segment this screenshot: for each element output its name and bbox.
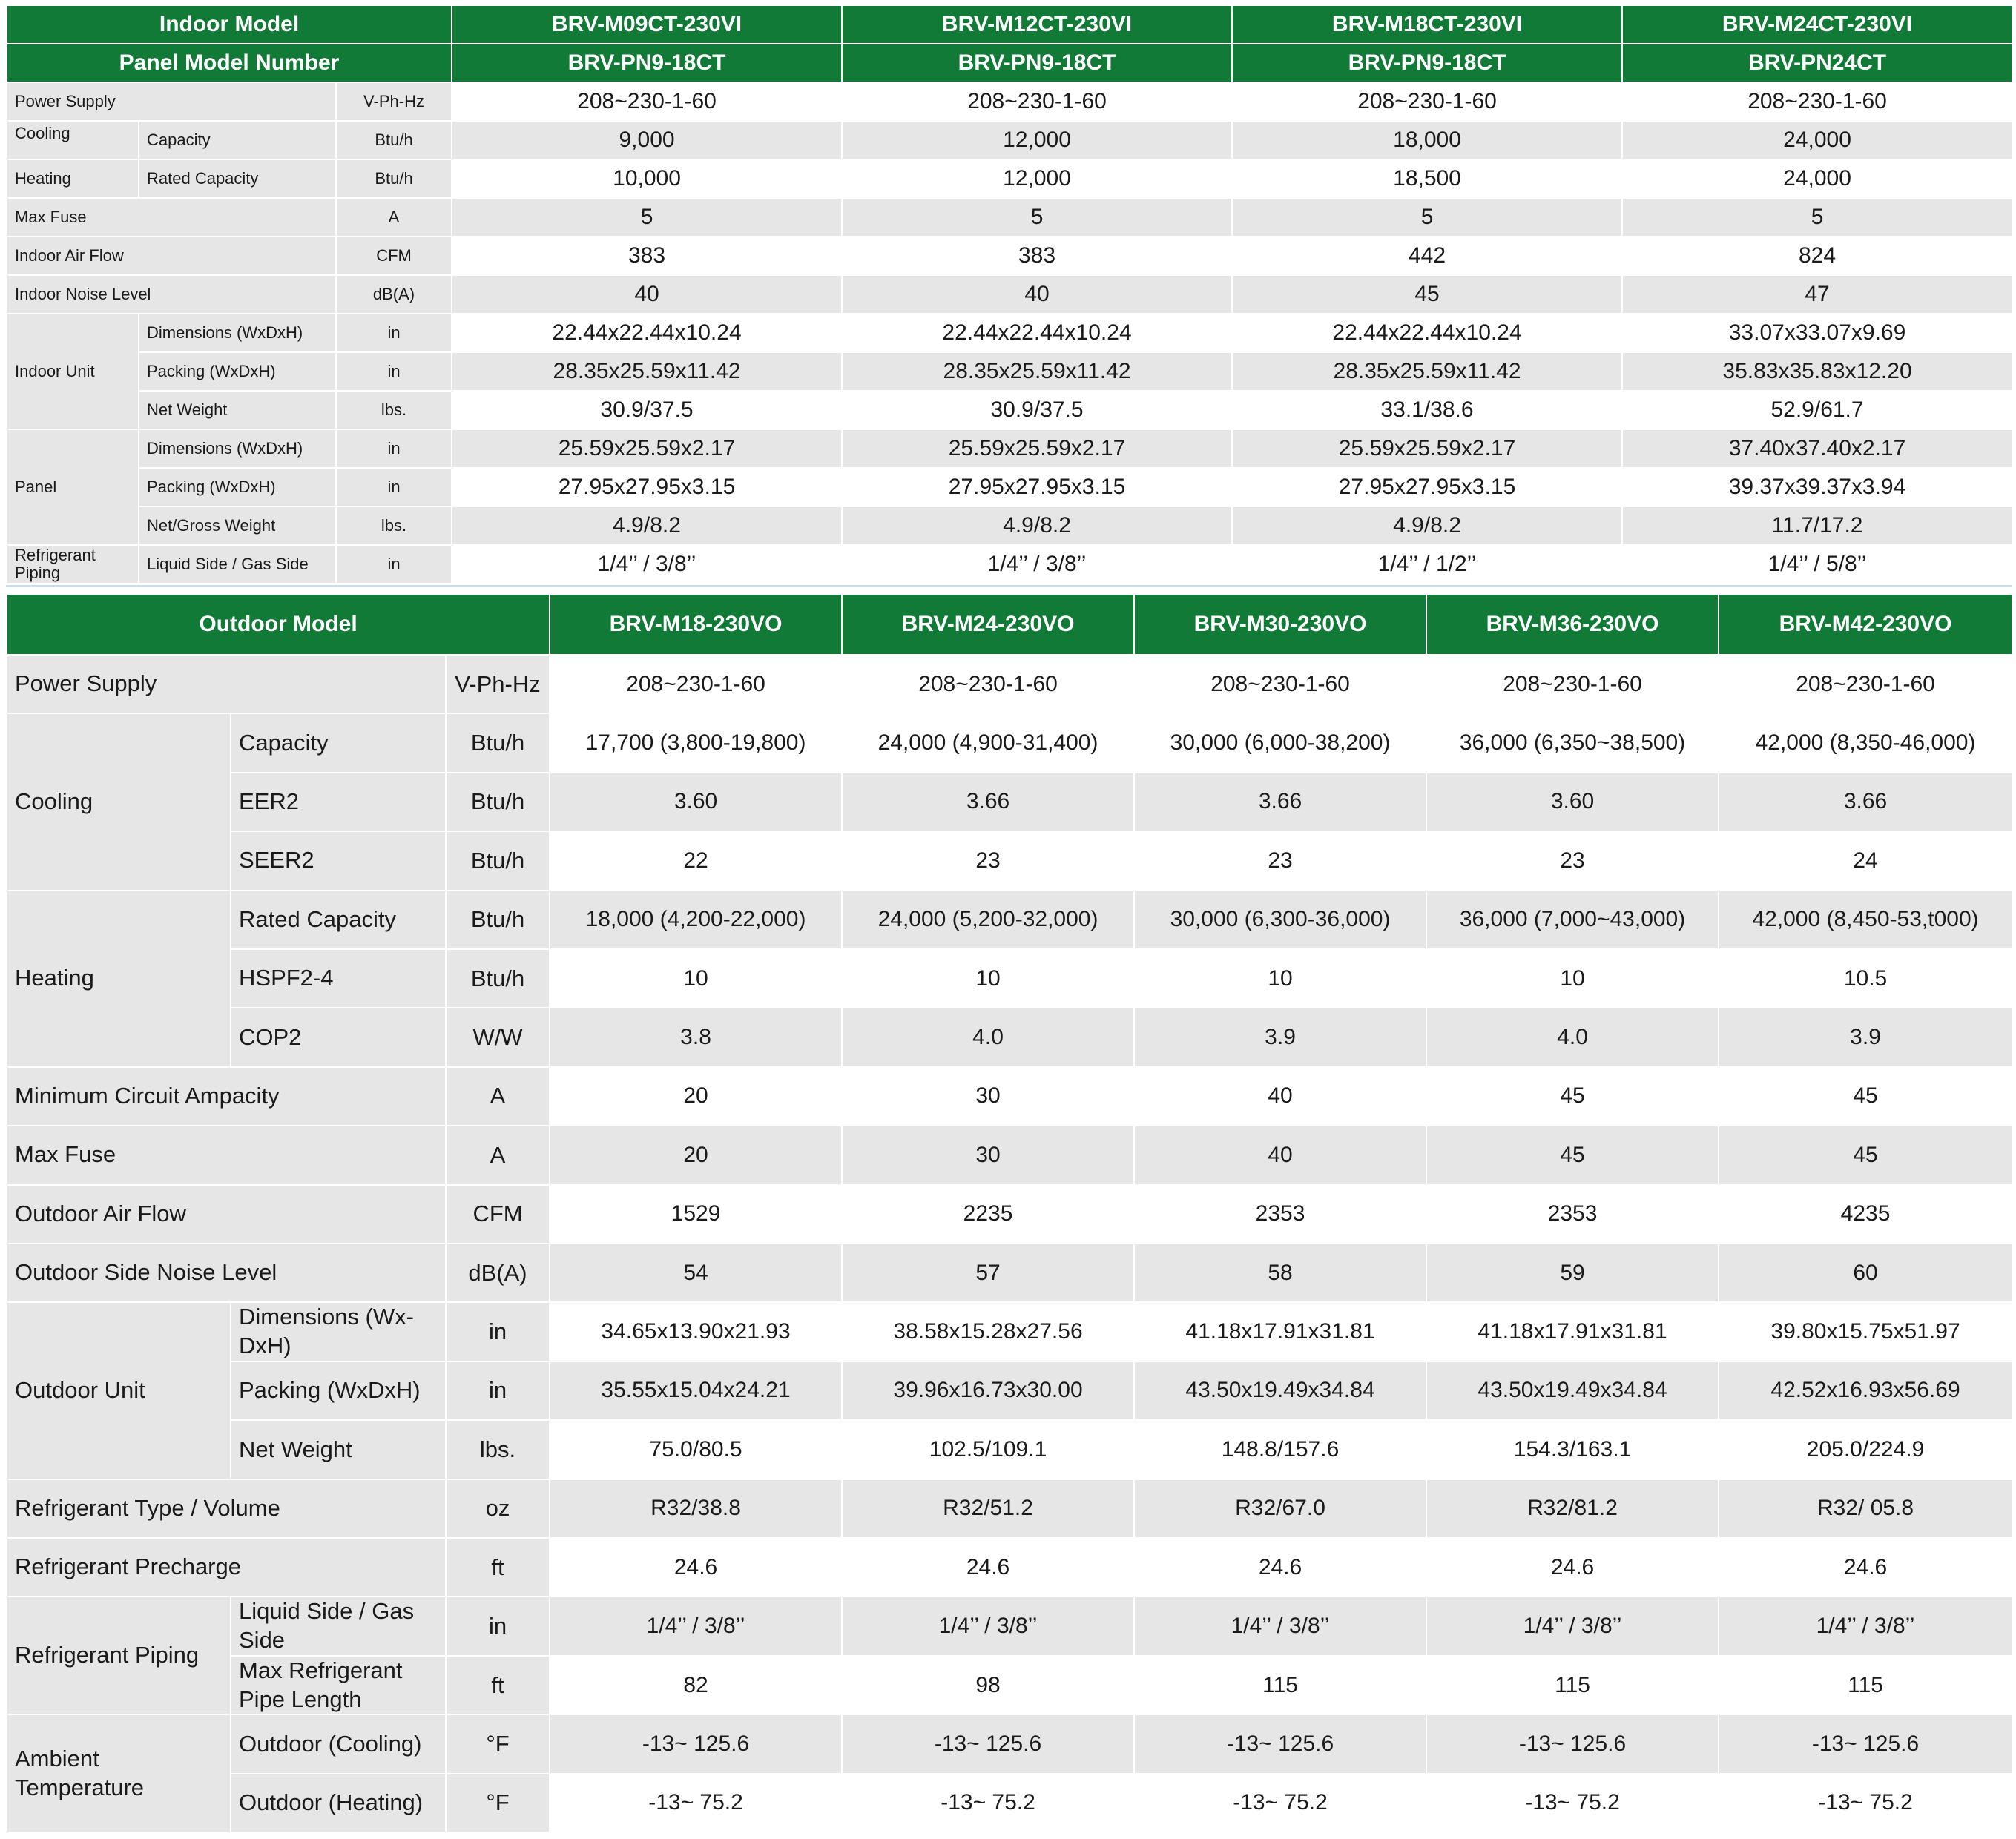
table-row <box>7 1538 2012 1597</box>
spec-unit: A <box>446 1067 550 1126</box>
spec-unit: in <box>336 545 452 584</box>
spec-unit: Btu/h <box>446 713 550 772</box>
spec-label: COP2 <box>231 1008 446 1066</box>
spec-label: Rated Capacity <box>231 891 446 949</box>
spec-value: 115 <box>1719 1656 2012 1715</box>
spec-value: 28.35x25.59x11.42 <box>1232 352 1622 391</box>
table-row <box>7 1302 2012 1361</box>
spec-value: 24,000 (4,900-31,400) <box>842 713 1134 772</box>
spec-value: 22.44x22.44x10.24 <box>1232 314 1622 352</box>
table-row <box>7 159 2012 198</box>
spec-value: 20 <box>550 1126 842 1184</box>
spec-value: 10,000 <box>452 159 842 198</box>
spec-value: 41.18x17.91x31.81 <box>1134 1302 1426 1361</box>
spec-value: -13~ 75.2 <box>1719 1774 2012 1832</box>
spec-value: R32/81.2 <box>1426 1479 1719 1538</box>
spec-value: 18,000 (4,200-22,000) <box>550 891 842 949</box>
spec-value: 208~230-1-60 <box>1426 655 1719 713</box>
spec-value: 115 <box>1134 1656 1426 1715</box>
spec-label: Max Refrigerant Pipe Length <box>231 1656 446 1715</box>
spec-label: SEER2 <box>231 831 446 890</box>
spec-label: EER2 <box>231 773 446 831</box>
spec-value: 40 <box>452 275 842 314</box>
spec-unit: ft <box>446 1656 550 1715</box>
table-row <box>7 1479 2012 1538</box>
spec-unit: W/W <box>446 1008 550 1066</box>
spec-value: 24,000 <box>1622 121 2012 159</box>
spec-label: Packing (WxDxH) <box>139 468 336 506</box>
spec-label: Indoor Noise Level <box>7 275 336 314</box>
spec-unit: Btu/h <box>446 891 550 949</box>
spec-value: 3.60 <box>1426 773 1719 831</box>
table-row <box>7 121 2012 159</box>
spec-value: 4.0 <box>1426 1008 1719 1066</box>
spec-value: -13~ 75.2 <box>1426 1774 1719 1832</box>
spec-value: 35.55x15.04x24.21 <box>550 1361 842 1420</box>
spec-label: Outdoor Air Flow <box>7 1185 446 1244</box>
table-row <box>7 1008 2012 1066</box>
outdoor-model-header: Outdoor Model <box>7 594 550 655</box>
spec-unit: Btu/h <box>336 159 452 198</box>
spec-value: 30.9/37.5 <box>452 391 842 429</box>
spec-value: 24.6 <box>1719 1538 2012 1597</box>
spec-value: 36,000 (7,000~43,000) <box>1426 891 1719 949</box>
spec-value: 25.59x25.59x2.17 <box>452 429 842 468</box>
panel-model-name: BRV-PN9-18CT <box>842 44 1232 82</box>
spec-value: 208~230-1-60 <box>842 82 1232 121</box>
spec-label: Net/Gross Weight <box>139 506 336 545</box>
spec-unit: A <box>336 198 452 237</box>
spec-unit: Btu/h <box>446 773 550 831</box>
table-row <box>7 1361 2012 1420</box>
spec-value: 47 <box>1622 275 2012 314</box>
spec-value: 4.9/8.2 <box>842 506 1232 545</box>
table-row <box>7 1420 2012 1479</box>
outdoor-model-name: BRV-M24-230VO <box>842 594 1134 655</box>
spec-value: 11.7/17.2 <box>1622 506 2012 545</box>
spec-value: 115 <box>1426 1656 1719 1715</box>
spec-unit: in <box>446 1361 550 1420</box>
spec-value: 5 <box>842 198 1232 237</box>
spec-value: 208~230-1-60 <box>1719 655 2012 713</box>
spec-value: 45 <box>1426 1067 1719 1126</box>
table-row <box>7 1656 2012 1715</box>
spec-unit: oz <box>446 1479 550 1538</box>
table-row <box>7 1067 2012 1126</box>
spec-unit: dB(A) <box>446 1244 550 1302</box>
spec-value: 33.1/38.6 <box>1232 391 1622 429</box>
table-row <box>7 1126 2012 1184</box>
spec-label: Minimum Circuit Ampacity <box>7 1067 446 1126</box>
spec-value: 2235 <box>842 1185 1134 1244</box>
spec-value: 1/4’’ / 3/8’’ <box>1134 1597 1426 1656</box>
table-row <box>7 468 2012 506</box>
spec-value: 82 <box>550 1656 842 1715</box>
spec-value: 18,500 <box>1232 159 1622 198</box>
spec-value: 39.80x15.75x51.97 <box>1719 1302 2012 1361</box>
spec-value: 30,000 (6,300-36,000) <box>1134 891 1426 949</box>
spec-label: Packing (WxDxH) <box>139 352 336 391</box>
spec-value: 2353 <box>1134 1185 1426 1244</box>
spec-unit: Btu/h <box>446 831 550 890</box>
spec-value: 57 <box>842 1244 1134 1302</box>
spec-value: 18,000 <box>1232 121 1622 159</box>
spec-label: Dimensions (Wx-DxH) <box>231 1302 446 1361</box>
spec-value: 5 <box>1622 198 2012 237</box>
spec-value: 25.59x25.59x2.17 <box>1232 429 1622 468</box>
spec-label: Power Supply <box>7 655 446 713</box>
spec-value: 27.95x27.95x3.15 <box>1232 468 1622 506</box>
table-row <box>7 1774 2012 1832</box>
table-row <box>7 1597 2012 1656</box>
spec-value: 208~230-1-60 <box>1232 82 1622 121</box>
group-label-cooling: Cooling <box>7 713 231 890</box>
spec-value: 10 <box>550 949 842 1008</box>
spec-label: Liquid Side / Gas Side <box>231 1597 446 1656</box>
spec-value: 1/4’’ / 3/8’’ <box>1426 1597 1719 1656</box>
spec-value: 1529 <box>550 1185 842 1244</box>
spec-label: Liquid Side / Gas Side <box>139 545 336 584</box>
spec-value: 383 <box>452 237 842 275</box>
spec-value: 59 <box>1426 1244 1719 1302</box>
spec-value: 1/4’’ / 3/8’’ <box>1719 1597 2012 1656</box>
spec-value: 40 <box>842 275 1232 314</box>
spec-value: 22.44x22.44x10.24 <box>452 314 842 352</box>
spec-value: 4.0 <box>842 1008 1134 1066</box>
indoor-model-name: BRV-M18CT-230VI <box>1232 5 1622 44</box>
spec-label: Max Fuse <box>7 198 336 237</box>
table-row <box>7 831 2012 890</box>
panel-model-header: Panel Model Number <box>7 44 452 82</box>
spec-value: 23 <box>1134 831 1426 890</box>
table-row <box>7 891 2012 949</box>
indoor-spec-table <box>6 4 2013 584</box>
spec-value: -13~ 125.6 <box>1719 1714 2012 1773</box>
spec-label: Power Supply <box>7 82 336 121</box>
spec-value: 52.9/61.7 <box>1622 391 2012 429</box>
spec-value: 24 <box>1719 831 2012 890</box>
spec-value: 23 <box>1426 831 1719 890</box>
spec-value: 28.35x25.59x11.42 <box>842 352 1232 391</box>
spec-value: 23 <box>842 831 1134 890</box>
spec-unit: A <box>446 1126 550 1184</box>
spec-value: 22 <box>550 831 842 890</box>
group-label-refrigerant-piping: Refrigerant Piping <box>7 1597 231 1714</box>
spec-value: 27.95x27.95x3.15 <box>452 468 842 506</box>
spec-value: 12,000 <box>842 159 1232 198</box>
spec-value: 30 <box>842 1067 1134 1126</box>
table-row <box>7 391 2012 429</box>
spec-label: Refrigerant Precharge <box>7 1538 446 1597</box>
table-row <box>7 713 2012 772</box>
spec-value: 383 <box>842 237 1232 275</box>
spec-value: R32/51.2 <box>842 1479 1134 1538</box>
spec-value: 60 <box>1719 1244 2012 1302</box>
spec-label: Dimensions (WxDxH) <box>139 429 336 468</box>
spec-value: 10 <box>842 949 1134 1008</box>
spec-value: 58 <box>1134 1244 1426 1302</box>
spec-value: 42,000 (8,350-46,000) <box>1719 713 2012 772</box>
panel-model-header-row <box>7 44 2012 82</box>
spec-unit: °F <box>446 1714 550 1773</box>
spec-value: 154.3/163.1 <box>1426 1420 1719 1479</box>
spec-value: 3.66 <box>1134 773 1426 831</box>
table-row <box>7 773 2012 831</box>
outdoor-model-name: BRV-M42-230VO <box>1719 594 2012 655</box>
spec-unit: lbs. <box>446 1420 550 1479</box>
spec-unit: V-Ph-Hz <box>336 82 452 121</box>
spec-value: 3.66 <box>1719 773 2012 831</box>
spec-unit: CFM <box>336 237 452 275</box>
spec-unit: ft <box>446 1538 550 1597</box>
table-row <box>7 1714 2012 1773</box>
spec-value: 38.58x15.28x27.56 <box>842 1302 1134 1361</box>
spec-unit: Btu/h <box>446 949 550 1008</box>
spec-value: 98 <box>842 1656 1134 1715</box>
spec-unit: in <box>336 468 452 506</box>
spec-unit: Btu/h <box>336 121 452 159</box>
spec-value: 442 <box>1232 237 1622 275</box>
spec-label: Outdoor (Heating) <box>231 1774 446 1832</box>
table-row <box>7 1185 2012 1244</box>
spec-value: 17,700 (3,800-19,800) <box>550 713 842 772</box>
spec-value: -13~ 125.6 <box>550 1714 842 1773</box>
spec-value: 34.65x13.90x21.93 <box>550 1302 842 1361</box>
spec-value: -13~ 75.2 <box>842 1774 1134 1832</box>
panel-model-name: BRV-PN24CT <box>1622 44 2012 82</box>
spec-value: 30.9/37.5 <box>842 391 1232 429</box>
table-row <box>7 545 2012 584</box>
spec-value: 39.96x16.73x30.00 <box>842 1361 1134 1420</box>
spec-label: Capacity <box>231 713 446 772</box>
spec-value: 208~230-1-60 <box>1134 655 1426 713</box>
spec-unit: CFM <box>446 1185 550 1244</box>
spec-value: -13~ 125.6 <box>1426 1714 1719 1773</box>
spec-value: 208~230-1-60 <box>842 655 1134 713</box>
spec-value: -13~ 75.2 <box>1134 1774 1426 1832</box>
spec-value: 5 <box>1232 198 1622 237</box>
spec-value: 30,000 (6,000-38,200) <box>1134 713 1426 772</box>
outdoor-spec-table <box>6 593 2013 1833</box>
spec-value: 37.40x37.40x2.17 <box>1622 429 2012 468</box>
spec-value: 1/4’’ / 3/8’’ <box>842 1597 1134 1656</box>
spec-value: 24.6 <box>1426 1538 1719 1597</box>
spec-value: 54 <box>550 1244 842 1302</box>
spec-unit: in <box>336 429 452 468</box>
spec-value: 10 <box>1426 949 1719 1008</box>
table-row <box>7 352 2012 391</box>
spec-value: 3.8 <box>550 1008 842 1066</box>
spec-value: 45 <box>1719 1126 2012 1184</box>
group-label-heating: Heating <box>7 159 139 198</box>
spec-value: 1/4’’ / 3/8’’ <box>550 1597 842 1656</box>
spec-label: Packing (WxDxH) <box>231 1361 446 1420</box>
spec-value: 1/4’’ / 3/8’’ <box>452 545 842 584</box>
spec-value: -13~ 125.6 <box>842 1714 1134 1773</box>
spec-value: 1/4’’ / 3/8’’ <box>842 545 1232 584</box>
indoor-model-header: Indoor Model <box>7 5 452 44</box>
spec-value: 102.5/109.1 <box>842 1420 1134 1479</box>
spec-unit: dB(A) <box>336 275 452 314</box>
spec-value: 39.37x39.37x3.94 <box>1622 468 2012 506</box>
spec-value: 2353 <box>1426 1185 1719 1244</box>
spec-unit: lbs. <box>336 391 452 429</box>
spec-value: 3.60 <box>550 773 842 831</box>
table-row <box>7 429 2012 468</box>
group-label-cooling: Cooling <box>7 121 139 159</box>
spec-unit: °F <box>446 1774 550 1832</box>
spec-unit: in <box>336 352 452 391</box>
spec-label: Rated Capacity <box>139 159 336 198</box>
spec-value: 10.5 <box>1719 949 2012 1008</box>
table-row <box>7 198 2012 237</box>
spec-value: 4.9/8.2 <box>452 506 842 545</box>
table-row <box>7 1244 2012 1302</box>
spec-value: 75.0/80.5 <box>550 1420 842 1479</box>
spec-value: 33.07x33.07x9.69 <box>1622 314 2012 352</box>
spec-label: Refrigerant Type / Volume <box>7 1479 446 1538</box>
spec-value: 22.44x22.44x10.24 <box>842 314 1232 352</box>
spec-value: 12,000 <box>842 121 1232 159</box>
spec-label: Net Weight <box>139 391 336 429</box>
spec-value: 1/4’’ / 5/8’’ <box>1622 545 2012 584</box>
spec-unit: in <box>446 1597 550 1656</box>
spec-value: 43.50x19.49x34.84 <box>1426 1361 1719 1420</box>
spec-label: Capacity <box>139 121 336 159</box>
spec-value: 3.9 <box>1134 1008 1426 1066</box>
table-row <box>7 314 2012 352</box>
spec-value: 4.9/8.2 <box>1232 506 1622 545</box>
group-label-indoor-unit: Indoor Unit <box>7 314 139 429</box>
spec-value: -13~ 125.6 <box>1134 1714 1426 1773</box>
spec-value: 824 <box>1622 237 2012 275</box>
group-label-refrigerant-piping: Refrigerant Piping <box>7 545 139 584</box>
spec-value: 25.59x25.59x2.17 <box>842 429 1232 468</box>
spec-value: R32/ 05.8 <box>1719 1479 2012 1538</box>
spec-value: 3.66 <box>842 773 1134 831</box>
table-row <box>7 506 2012 545</box>
spec-unit: in <box>446 1302 550 1361</box>
spec-value: 24.6 <box>842 1538 1134 1597</box>
spec-value: 208~230-1-60 <box>452 82 842 121</box>
spec-label: Net Weight <box>231 1420 446 1479</box>
outdoor-model-name: BRV-M30-230VO <box>1134 594 1426 655</box>
spec-label: Dimensions (WxDxH) <box>139 314 336 352</box>
spec-label: Outdoor Side Noise Level <box>7 1244 446 1302</box>
spec-unit: in <box>336 314 452 352</box>
group-label-panel: Panel <box>7 429 139 545</box>
spec-value: 42,000 (8,450-53,t000) <box>1719 891 2012 949</box>
table-row <box>7 82 2012 121</box>
indoor-model-header-row <box>7 5 2012 44</box>
spec-value: 9,000 <box>452 121 842 159</box>
spec-value: -13~ 75.2 <box>550 1774 842 1832</box>
spec-value: 30 <box>842 1126 1134 1184</box>
spec-value: 45 <box>1719 1067 2012 1126</box>
spec-unit: V-Ph-Hz <box>446 655 550 713</box>
spec-value: 10 <box>1134 949 1426 1008</box>
table-row <box>7 655 2012 713</box>
spec-value: 40 <box>1134 1067 1426 1126</box>
panel-model-name: BRV-PN9-18CT <box>1232 44 1622 82</box>
spec-value: 20 <box>550 1067 842 1126</box>
table-row <box>7 275 2012 314</box>
panel-model-name: BRV-PN9-18CT <box>452 44 842 82</box>
table-row <box>7 237 2012 275</box>
spec-value: 42.52x16.93x56.69 <box>1719 1361 2012 1420</box>
spec-value: 5 <box>452 198 842 237</box>
spec-value: 24.6 <box>1134 1538 1426 1597</box>
spec-value: 40 <box>1134 1126 1426 1184</box>
spec-value: R32/67.0 <box>1134 1479 1426 1538</box>
spec-label: Indoor Air Flow <box>7 237 336 275</box>
spec-value: 45 <box>1426 1126 1719 1184</box>
table-divider <box>6 585 2012 587</box>
spec-value: 41.18x17.91x31.81 <box>1426 1302 1719 1361</box>
spec-value: 28.35x25.59x11.42 <box>452 352 842 391</box>
spec-value: 208~230-1-60 <box>1622 82 2012 121</box>
spec-label: Max Fuse <box>7 1126 446 1184</box>
group-label-outdoor-unit: Outdoor Unit <box>7 1302 231 1479</box>
outdoor-model-name: BRV-M36-230VO <box>1426 594 1719 655</box>
spec-value: 24,000 (5,200-32,000) <box>842 891 1134 949</box>
outdoor-model-name: BRV-M18-230VO <box>550 594 842 655</box>
indoor-model-name: BRV-M24CT-230VI <box>1622 5 2012 44</box>
spec-value: 4235 <box>1719 1185 2012 1244</box>
spec-value: 36,000 (6,350~38,500) <box>1426 713 1719 772</box>
spec-label: Outdoor (Cooling) <box>231 1714 446 1773</box>
spec-value: R32/38.8 <box>550 1479 842 1538</box>
table-row <box>7 949 2012 1008</box>
spec-value: 205.0/224.9 <box>1719 1420 2012 1479</box>
spec-value: 24,000 <box>1622 159 2012 198</box>
spec-value: 1/4’’ / 1/2’’ <box>1232 545 1622 584</box>
group-label-heating: Heating <box>7 891 231 1067</box>
spec-value: 148.8/157.6 <box>1134 1420 1426 1479</box>
indoor-model-name: BRV-M12CT-230VI <box>842 5 1232 44</box>
indoor-model-name: BRV-M09CT-230VI <box>452 5 842 44</box>
spec-unit: lbs. <box>336 506 452 545</box>
spec-value: 43.50x19.49x34.84 <box>1134 1361 1426 1420</box>
group-label-ambient-temperature: Ambient Temperature <box>7 1714 231 1832</box>
spec-label: HSPF2-4 <box>231 949 446 1008</box>
spec-value: 3.9 <box>1719 1008 2012 1066</box>
spec-value: 24.6 <box>550 1538 842 1597</box>
spec-value: 35.83x35.83x12.20 <box>1622 352 2012 391</box>
spec-value: 45 <box>1232 275 1622 314</box>
outdoor-model-header-row <box>7 594 2012 655</box>
spec-value: 27.95x27.95x3.15 <box>842 468 1232 506</box>
spec-value: 208~230-1-60 <box>550 655 842 713</box>
